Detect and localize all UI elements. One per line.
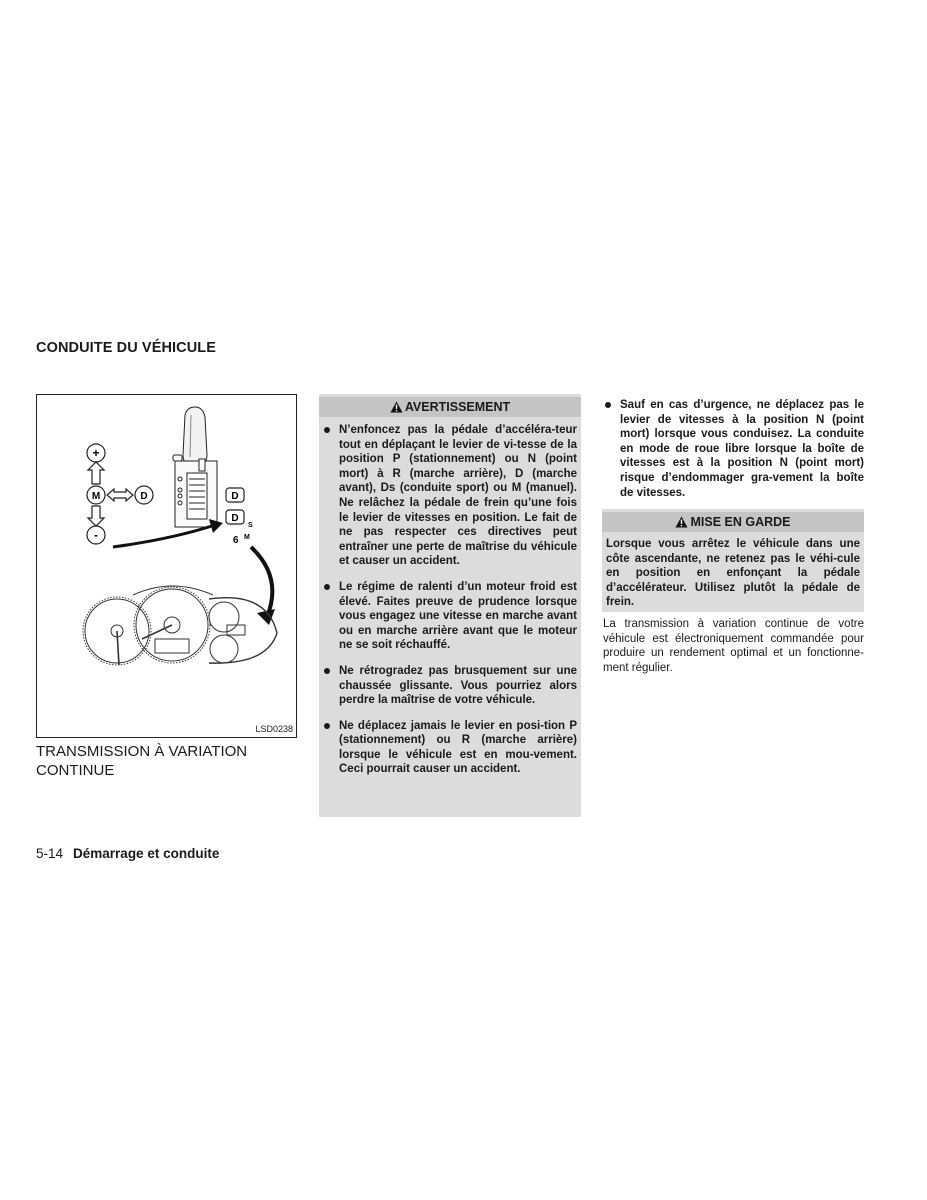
m-label: M	[91, 491, 101, 502]
transmission-illustration	[37, 395, 296, 737]
caution-title-bar	[602, 512, 864, 532]
warning-title: AVERTISSEMENT	[404, 400, 511, 414]
page-number: 5-14	[36, 846, 64, 861]
d-right-label: D	[231, 491, 239, 502]
bullet-icon	[324, 723, 330, 729]
list-item: Sauf en cas d’urgence, ne déplacez pas le levier de vitesses à la position N (point mort) lorsque vous conduisez. La conduite en mode de roue libre lorsque la boîte de vitesses est à la position N (point mort) risque d’endommager gra-vement la boîte de vitesses.	[602, 398, 864, 500]
d-label: D	[140, 491, 148, 502]
transmission-figure	[36, 394, 297, 738]
list-item: Ne déplacez jamais le levier en posi-tion P (stationnement) ou R (marche arrière) lorsque le véhicule est en mou-vement. Ceci pourrait causer un accident.	[321, 719, 577, 777]
bullet-icon	[324, 584, 330, 590]
arrow-up-icon	[88, 462, 104, 484]
six-label: 6	[233, 535, 239, 546]
ds-sub-label: S	[248, 522, 253, 529]
caution-title: MISE EN GARDE	[690, 515, 791, 529]
chapter-title: Démarrage et conduite	[73, 846, 220, 861]
bullet-icon	[324, 668, 330, 674]
list-item: Le régime de ralenti d’un moteur froid est élevé. Faites preuve de prudence lorsque vous engagez une vitesse en marche avant ou en marche arrière avant que le moteur ne se soit réchauffé.	[321, 580, 577, 653]
warning-triangle-icon	[675, 514, 688, 534]
arrow-down-icon	[88, 506, 104, 526]
minus-label: -	[94, 528, 98, 542]
plus-label: +	[92, 446, 100, 460]
bullet-icon	[324, 427, 330, 433]
warning-title-bar	[319, 397, 581, 417]
page-footer	[36, 846, 219, 861]
bullet-icon	[605, 402, 611, 408]
gear-shifter	[173, 407, 217, 527]
caution-text: Lorsque vous arrêtez le véhicule dans une côte ascendante, ne retenez pas le véhi-cule en position en enfonçant la pédale d’accélérateur. Utilisez plutôt la pédale de frein.	[606, 538, 860, 609]
list-item: N’enfoncez pas la pédale d’accéléra-teur tout en déplaçant le levier de vi-tesse de la position P (stationnement) ou N (point mort) à R (marche arrière), D (marche avant), Ds (conduite sport) ou M (manuel). Ne relâchez la pédale de frein qu’une fois le levier de vitesses en position. Le fait de ne pas respecter ces directives peut entraîner une perte de maîtrise du véhicule et causer un accident.	[321, 423, 577, 569]
caution-box	[602, 509, 864, 612]
figure-code: LSD0238	[255, 724, 293, 734]
figure-caption: TRANSMISSION À VARIATION CONTINUE	[36, 743, 248, 779]
instrument-cluster	[83, 586, 277, 665]
ds-label: D	[231, 513, 239, 524]
curved-arrow-1	[113, 525, 215, 547]
warning-list	[319, 417, 581, 777]
warning-triangle-icon	[390, 399, 403, 419]
column3-warning-continuation	[602, 398, 864, 500]
list-item: Ne rétrogradez pas brusquement sur une chaussée glissante. Vous pourriez alors perdre la maîtrise de votre véhicule.	[321, 664, 577, 708]
section-header: CONDUITE DU VÉHICULE	[36, 340, 217, 356]
body-paragraph: La transmission à variation continue de votre véhicule est électroniquement commandée pour produire un rendement optimal et un fonctionne-ment régulier.	[603, 618, 864, 674]
curved-arrow-2	[251, 547, 272, 617]
double-arrow-icon	[107, 489, 133, 501]
warning-box	[319, 394, 581, 817]
six-sub-label: M	[244, 534, 250, 541]
